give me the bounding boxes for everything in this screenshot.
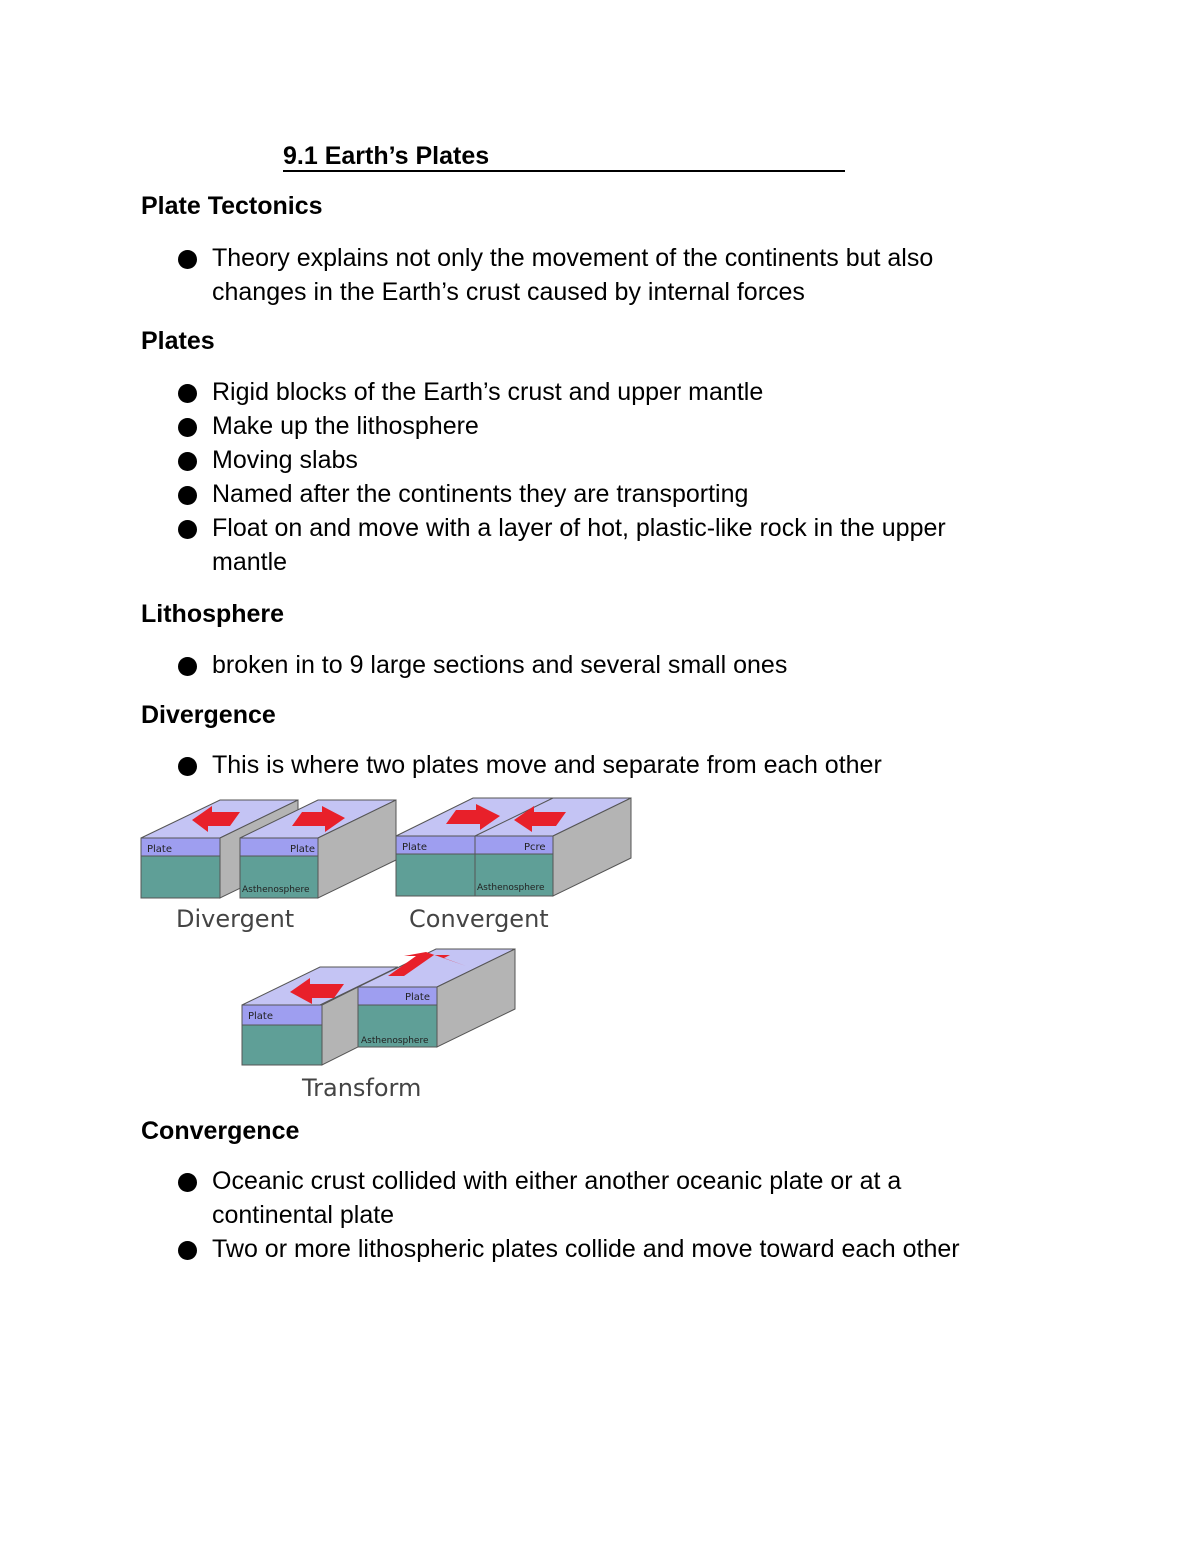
list-item: Oceanic crust collided with either another oceanic plate or at a: [141, 1164, 1061, 1198]
list-item-continuation: continental plate: [212, 1201, 395, 1229]
transform-diagram: [242, 949, 515, 1065]
list-item-continuation: changes in the Earth’s crust caused by internal forces: [212, 278, 805, 306]
list-item: Named after the continents they are transporting: [141, 477, 1061, 511]
heading-plates: Plates: [141, 327, 215, 355]
list-item-continuation: mantle: [212, 548, 288, 576]
convergent-caption: Convergent: [409, 905, 549, 933]
list-item: broken in to 9 large sections and several small ones: [141, 648, 1061, 682]
list-item: Rigid blocks of the Earth’s crust and upper mantle: [141, 375, 1061, 409]
list-item: Moving slabs: [141, 443, 1061, 477]
divergent-asthenosphere-label: Asthenosphere: [242, 885, 310, 895]
page-title: 9.1 Earth’s Plates: [283, 140, 845, 172]
convergent-diagram: [396, 798, 631, 896]
convergent-asthenosphere-left: [396, 854, 475, 896]
convergent-plate-label-right: Pcre: [524, 842, 546, 853]
list-item: Float on and move with a layer of hot, plastic-like rock in the upper: [141, 511, 1061, 545]
heading-lithosphere: Lithosphere: [141, 600, 285, 628]
divergent-diagram: [141, 800, 396, 898]
heading-divergence: Divergence: [141, 701, 276, 729]
list-item: This is where two plates move and separate from each other: [141, 748, 1061, 782]
bullet-icon: [178, 1241, 197, 1260]
transform-caption: Transform: [302, 1074, 422, 1102]
divergent-caption: Divergent: [176, 905, 295, 933]
convergent-asthenosphere-label: Asthenosphere: [477, 883, 545, 893]
list-item: Theory explains not only the movement of the continents but also: [141, 241, 1061, 275]
convergent-plate-label-left: Plate: [402, 842, 428, 853]
transform-asthenosphere-label: Asthenosphere: [361, 1036, 429, 1046]
transform-plate-label-left: Plate: [248, 1011, 274, 1022]
transform-left-asthenosphere: [242, 1025, 322, 1065]
list-convergence: [141, 1164, 1061, 1266]
divergent-left-asthenosphere: [141, 856, 220, 898]
bullet-icon: [178, 1173, 197, 1192]
heading-plate-tectonics: Plate Tectonics: [141, 192, 323, 220]
list-item: Two or more lithospheric plates collide and move toward each other: [141, 1232, 1061, 1266]
list-item: Make up the lithosphere: [141, 409, 1061, 443]
heading-convergence: Convergence: [141, 1117, 300, 1145]
divergent-plate-label-right: Plate: [290, 844, 316, 855]
transform-plate-label-right: Plate: [405, 992, 431, 1003]
divergent-plate-label-left: Plate: [147, 844, 173, 855]
